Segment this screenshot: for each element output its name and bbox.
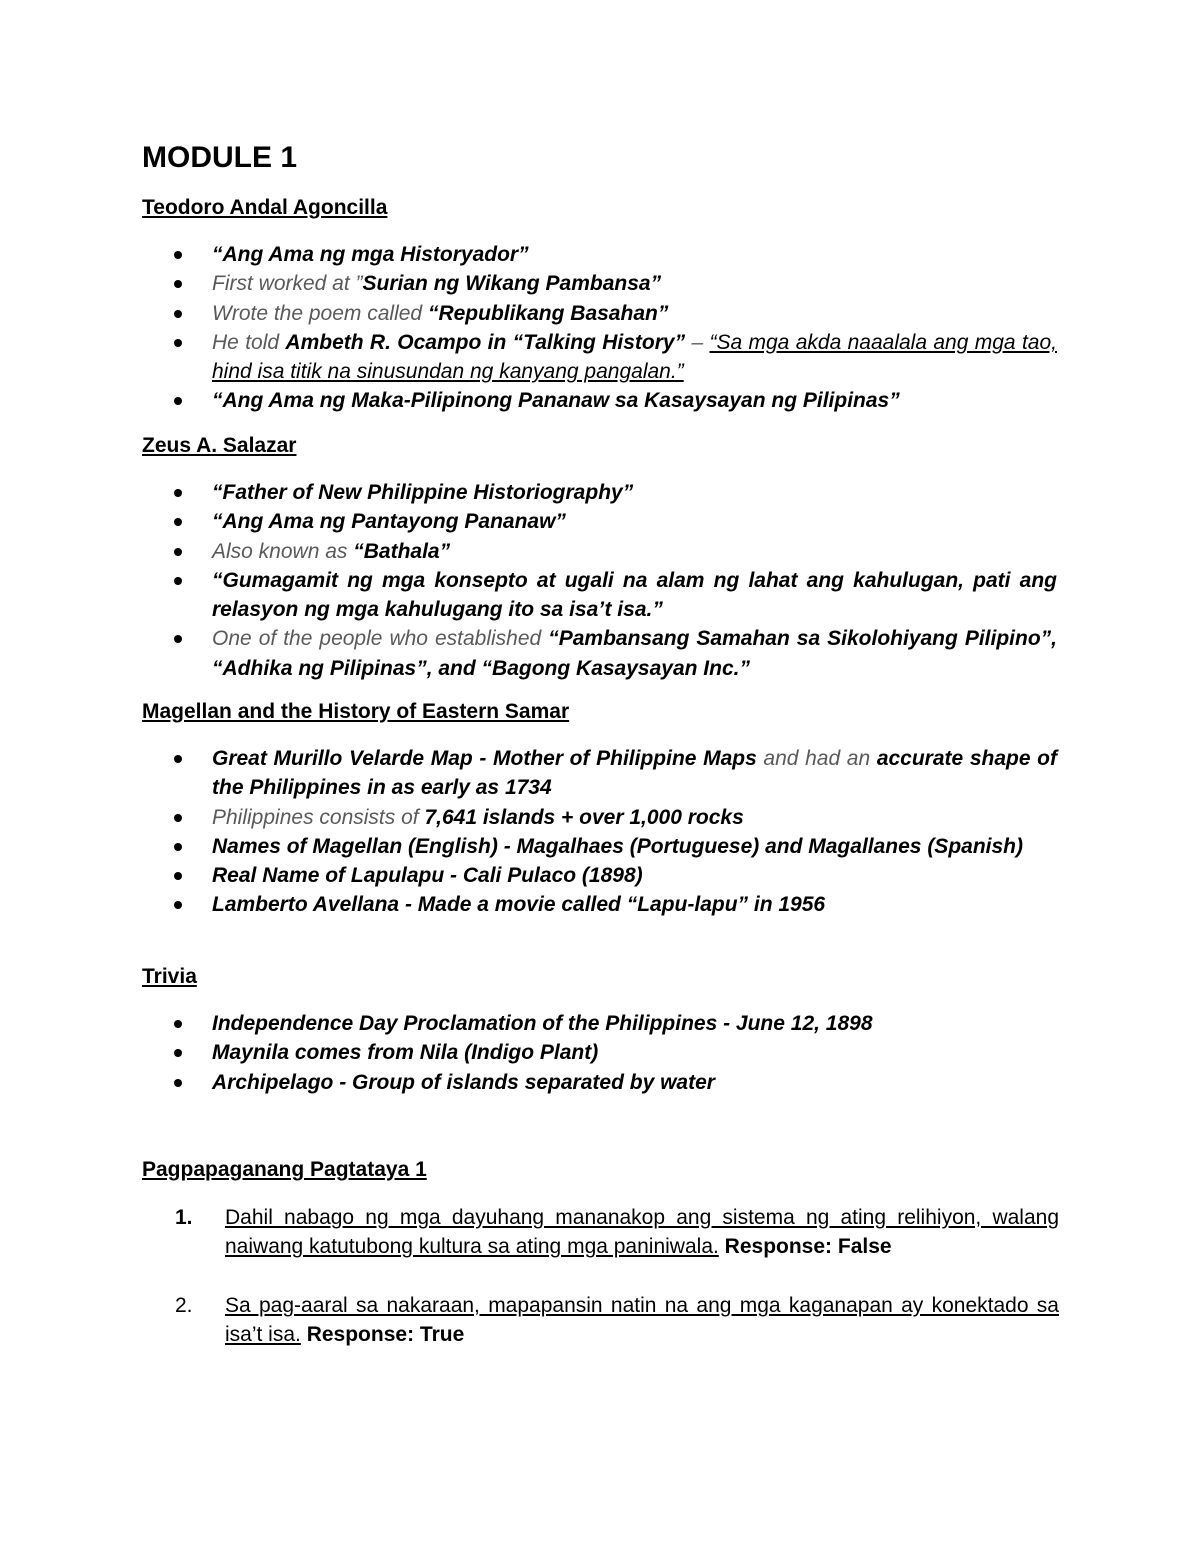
bullet-icon bbox=[174, 518, 182, 526]
bullet-icon bbox=[174, 1049, 182, 1057]
list-item: Archipelago - Group of islands separated by water bbox=[212, 1068, 1057, 1097]
list-item: Also known as “Bathala” bbox=[212, 537, 1057, 566]
bullet-icon bbox=[174, 1020, 182, 1028]
item-number: 2. bbox=[175, 1294, 193, 1317]
list-item: One of the people who established “Pambansang Samahan sa Sikolohiyang Pilipino”, “Adhika ng Pilipinas”, and “Bagong Kasaysayan Inc.” bbox=[212, 624, 1057, 683]
section-heading-agoncilla: Teodoro Andal Agoncilla bbox=[142, 196, 388, 219]
bullet-icon bbox=[174, 872, 182, 880]
bullet-icon bbox=[174, 755, 182, 763]
response-label: Response: True bbox=[306, 1323, 465, 1347]
section-heading-magellan: Magellan and the History of Eastern Samar bbox=[142, 700, 570, 723]
bullet-icon bbox=[174, 814, 182, 822]
list-item: First worked at ”Surian ng Wikang Pambansa” bbox=[212, 269, 1057, 298]
list-item: “Ang Ama ng mga Historyador” bbox=[212, 240, 1057, 269]
bullet-icon bbox=[174, 280, 182, 288]
bullet-icon bbox=[174, 577, 182, 585]
list-item: Real Name of Lapulapu - Cali Pulaco (1898) bbox=[212, 861, 1057, 890]
list-item: “Ang Ama ng Pantayong Pananaw” bbox=[212, 507, 1057, 536]
section-heading-trivia: Trivia bbox=[142, 965, 197, 988]
list-item: “Ang Ama ng Maka-Pilipinong Pananaw sa Kasaysayan ng Pilipinas” bbox=[212, 386, 1057, 415]
bullet-icon bbox=[174, 310, 182, 318]
bullet-icon bbox=[174, 397, 182, 405]
quote-link-text: “Sa mga akda naaalala ang mga tao, hind isa titik na sinusundan ng kanyang pangalan.” bbox=[212, 330, 1057, 384]
bullet-icon bbox=[174, 635, 182, 643]
bullet-icon bbox=[174, 251, 182, 259]
list-item: Maynila comes from Nila (Indigo Plant) bbox=[212, 1038, 1057, 1067]
list-item: “Gumagamit ng mga konsepto at ugali na alam ng lahat ang kahulugan, pati ang relasyon ng mga kahulugang ito sa isa’t isa.” bbox=[212, 566, 1057, 625]
list-item: 1. Dahil nabago ng mga dayuhang mananakop ang sistema ng ating relihiyon, walang naiwang katutubong kultura sa ating mga paniniwala. Response: False bbox=[225, 1203, 1059, 1262]
bullet-icon bbox=[174, 548, 182, 556]
list-item: Lamberto Avellana - Made a movie called “Lapu-lapu” in 1956 bbox=[212, 890, 1057, 919]
list-item: Great Murillo Velarde Map - Mother of Philippine Maps and had an accurate shape of the Philippines in as early as 1734 bbox=[212, 744, 1057, 803]
bullet-icon bbox=[174, 901, 182, 909]
bullet-icon bbox=[174, 843, 182, 851]
list-item: Philippines consists of 7,641 islands + over 1,000 rocks bbox=[212, 803, 1057, 832]
item-number: 1. bbox=[175, 1206, 193, 1229]
pagtataya-list-2 bbox=[175, 1291, 1059, 1350]
pagtataya-list bbox=[175, 1203, 1059, 1262]
trivia-list bbox=[212, 1009, 1057, 1097]
list-item: 2. Sa pag-aaral sa nakaraan, mapapansin natin na ang mga kaganapan ay konektado sa isa’t isa. Response: True bbox=[225, 1291, 1059, 1350]
list-item: Names of Magellan (English) - Magalhaes (Portuguese) and Magallanes (Spanish) bbox=[212, 832, 1057, 861]
salazar-list bbox=[212, 478, 1057, 683]
section-heading-pagtataya: Pagpapaganang Pagtataya 1 bbox=[142, 1158, 427, 1181]
agoncilla-list bbox=[212, 240, 1057, 416]
list-item: He told Ambeth R. Ocampo in “Talking History” – “Sa mga akda naaalala ang mga tao, hind isa titik na sinusundan ng kanyang pangalan.” bbox=[212, 328, 1057, 387]
bullet-icon bbox=[174, 1079, 182, 1087]
bullet-icon bbox=[174, 489, 182, 497]
magellan-list bbox=[212, 744, 1057, 920]
list-item: Wrote the poem called “Republikang Basahan” bbox=[212, 299, 1057, 328]
bullet-icon bbox=[174, 339, 182, 347]
list-item: “Father of New Philippine Historiography” bbox=[212, 478, 1057, 507]
page-title: MODULE 1 bbox=[142, 141, 298, 174]
response-label: Response: False bbox=[724, 1235, 892, 1259]
list-item: Independence Day Proclamation of the Philippines - June 12, 1898 bbox=[212, 1009, 1057, 1038]
section-heading-salazar: Zeus A. Salazar bbox=[142, 434, 297, 457]
